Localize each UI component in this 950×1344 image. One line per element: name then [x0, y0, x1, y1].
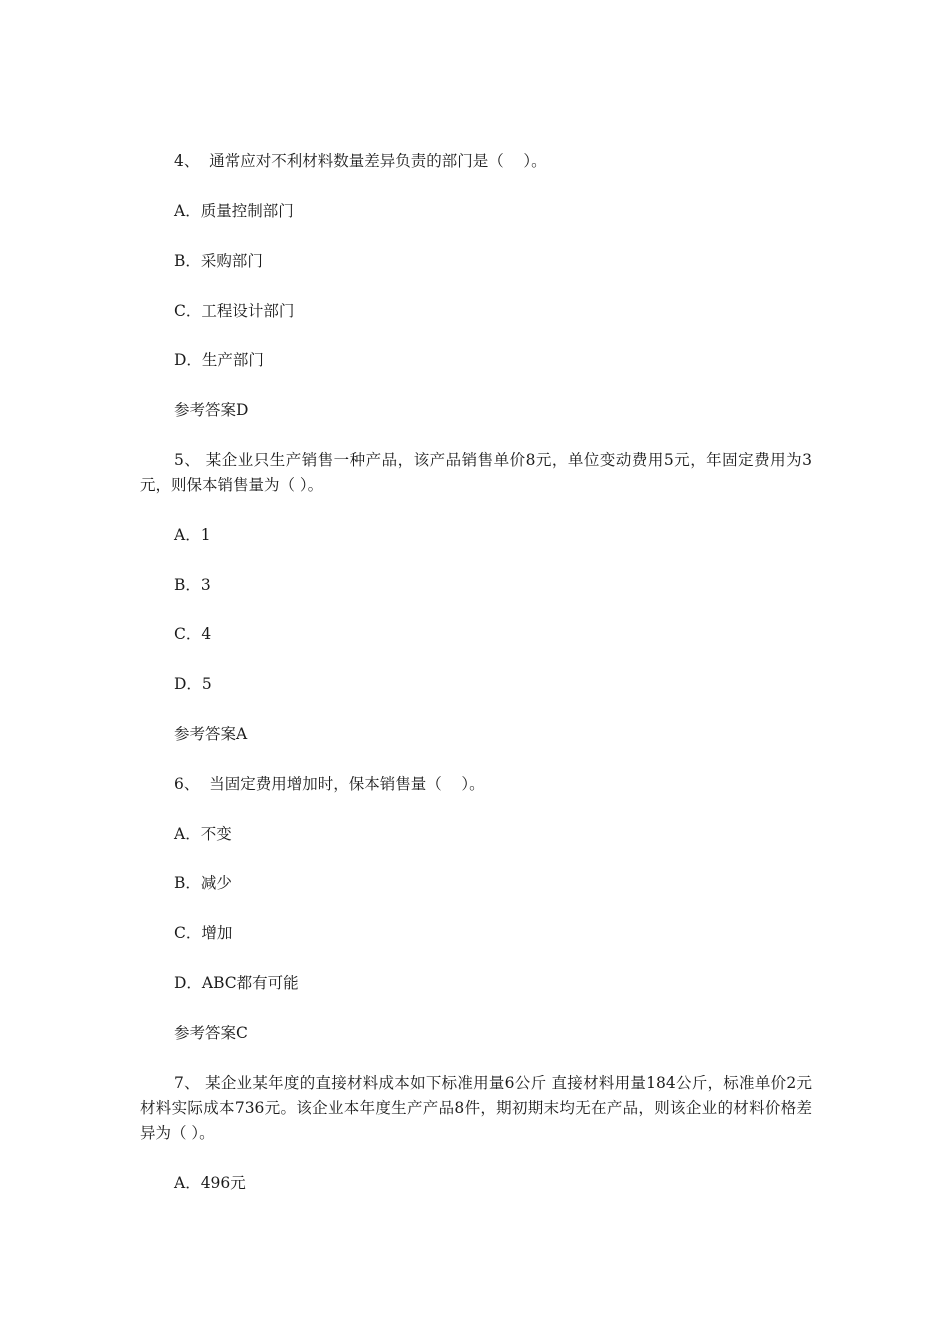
question-6-option-c: C．增加 — [174, 924, 233, 942]
question-5-option-a: A．1 — [174, 526, 211, 544]
question-4-option-a: A．质量控制部门 — [174, 202, 294, 220]
question-6-option-d: D．ABC都有可能 — [174, 974, 299, 992]
question-4-option-c: C．工程设计部门 — [174, 302, 295, 320]
question-4-answer: 参考答案D — [174, 401, 249, 419]
question-7-stem: 7、 某企业某年度的直接材料成本如下标准用量6公斤 直接材料用量184公斤，标准单价2元 材料实际成本736元。该企业本年度生产产品8件，期初期末均无在产品，则该企业的材料价格差异为（ ）。 — [140, 1074, 812, 1142]
question-5-option-c: C．4 — [174, 625, 212, 643]
question-4-option-d: D．生产部门 — [174, 351, 264, 369]
question-6-option-b: B．减少 — [174, 874, 232, 892]
question-5-answer: 参考答案A — [174, 725, 248, 743]
question-4-option-b: B．采购部门 — [174, 252, 263, 270]
question-6-stem: 6、 当固定费用增加时，保本销售量（ ）。 — [174, 775, 485, 793]
question-5-option-b: B．3 — [174, 576, 211, 594]
question-6-option-a: A．不变 — [174, 825, 232, 843]
question-7-option-a: A．496元 — [174, 1174, 246, 1192]
question-6-answer: 参考答案C — [174, 1024, 248, 1042]
question-5-option-d: D．5 — [174, 675, 212, 693]
question-4-stem: 4、 通常应对不利材料数量差异负责的部门是（ ）。 — [174, 152, 547, 170]
question-5-stem: 5、 某企业只生产销售一种产品，该产品销售单价8元，单位变动费用5元，年固定费用为3元，则保本销售量为（ ）。 — [140, 451, 812, 494]
